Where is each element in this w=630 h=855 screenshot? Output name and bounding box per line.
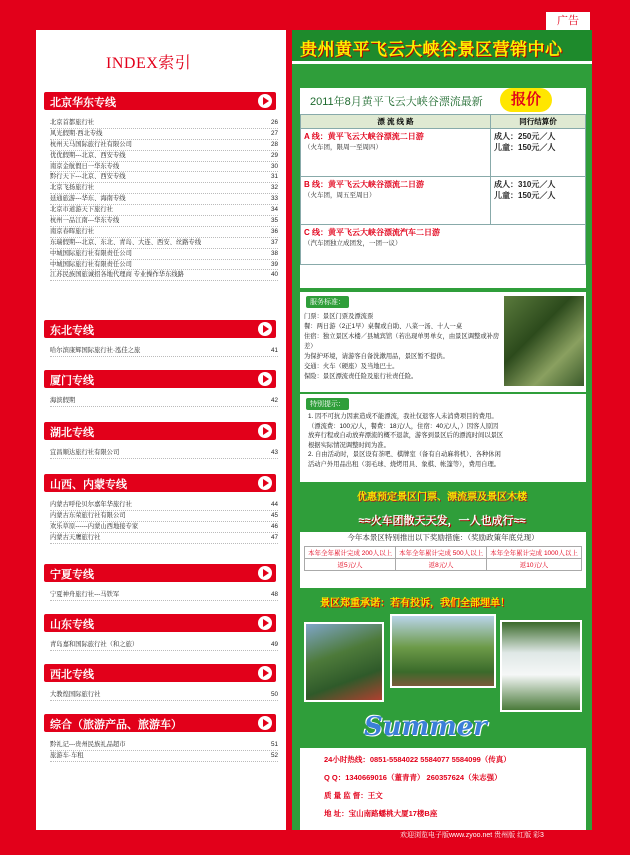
list-item-text: 中城国际旅行社有限责任公司 <box>50 260 132 268</box>
ad-header <box>292 30 592 64</box>
service-lines <box>304 312 500 382</box>
list-item <box>50 249 278 260</box>
waterfall-photo <box>500 620 582 712</box>
list-item-text: 宜昌顺达旅行社有限公司 <box>50 449 120 456</box>
arrow-right-icon <box>258 476 272 490</box>
ad-header-title: 贵州黄平飞云大峡谷景区营销中心 <box>300 40 563 59</box>
list-item-text: 杭州天马国际旅行社有限公司 <box>50 140 132 148</box>
discount-value: 返8元/人 <box>396 559 487 571</box>
list-item-text: 北京市道游天下旅行社 <box>50 206 113 214</box>
page-number: 39 <box>270 260 278 268</box>
page-number: 35 <box>270 217 278 225</box>
page-number: 30 <box>270 162 278 170</box>
list-item <box>50 533 278 544</box>
list-item <box>50 194 278 205</box>
notice-line: 放弃行程或自动放弃漂流的概不退款，游客到景区后的漂流时间以景区 <box>308 432 504 440</box>
page-number: 34 <box>270 206 278 214</box>
list-item <box>50 140 278 151</box>
notice-line: 根据实际情况调整时间为准。 <box>308 441 390 449</box>
list-item <box>50 511 278 522</box>
page-number: 45 <box>270 511 278 519</box>
index-section-title: 宁夏专线 <box>50 569 94 581</box>
list-item <box>50 227 278 238</box>
list-item-text: 南京金航假日一华东专线 <box>50 162 120 170</box>
list-item-text: 黔行天下---北京、西安专线 <box>50 173 126 181</box>
promise-text: 景区郑重承诺：若有投诉，我们全部埋单！ <box>320 598 510 609</box>
contact-address: 地 址：宝山南路蟠桃大厦17楼B座 <box>324 809 438 818</box>
list-item-text: 延通旅游---华东、海南专线 <box>50 195 126 203</box>
ad-tag: 广告 <box>546 12 590 30</box>
list-item-text: 北京首都旅行社 <box>50 119 95 126</box>
page-number: 28 <box>270 140 278 148</box>
index-section-header <box>44 422 276 440</box>
index-section-title: 西北专线 <box>50 669 94 681</box>
list-item <box>50 183 278 194</box>
list-item-text: 青岛嘉和国际旅行社（和之旅） <box>50 641 139 648</box>
index-section-title: 山西、内蒙专线 <box>50 479 127 491</box>
notice-line: 1. 因不可抗力因素造成不能漂流，我社仅退客人未消费项目的费用。 <box>308 413 498 420</box>
index-section-title: 湖北专线 <box>50 427 94 439</box>
table-row <box>305 559 582 571</box>
adult-price: 成人：250元／人 <box>494 132 556 141</box>
page-number: 50 <box>270 691 278 698</box>
index-list <box>50 690 278 701</box>
index-section-header <box>44 370 276 388</box>
list-item-text: 内蒙古呼伦贝尔嘉年华旅行社 <box>50 501 132 508</box>
page-number: 26 <box>270 119 278 126</box>
route-sub: （火车团，周五至周日） <box>304 192 376 199</box>
list-item-text: 大教煌国际旅行社 <box>50 691 101 698</box>
list-item-text: 黔礼记---贵州民族礼品超市 <box>50 741 126 748</box>
page-number: 38 <box>270 249 278 257</box>
page-number: 40 <box>270 271 278 279</box>
list-item <box>50 522 278 533</box>
summer-logo: Summer <box>364 712 487 742</box>
price-title: 2011年8月黄平飞云大峡谷漂流最新 <box>310 96 483 108</box>
route-name: B 线：黄平飞云大峡谷漂流二日游 <box>304 180 424 189</box>
discount-box <box>300 532 586 588</box>
list-item <box>50 162 278 173</box>
list-item <box>50 690 278 701</box>
index-section-header <box>44 92 276 110</box>
page-number: 52 <box>270 751 278 759</box>
list-item <box>50 448 278 459</box>
page-number: 43 <box>270 449 278 456</box>
arrow-right-icon <box>258 666 272 680</box>
page-number: 36 <box>270 227 278 235</box>
index-list <box>50 640 278 651</box>
notice-box <box>300 394 586 482</box>
route-sub: （火车团，限周一至周四） <box>304 144 382 151</box>
adult-price: 成人：310元／人 <box>494 180 556 189</box>
notice-line: 2. 自由活动时，景区设有茶吧、棋牌室（备有自动麻将机）、各种休闲 <box>308 451 501 459</box>
list-item-text: 宁夏神舟旅行社---马铁军 <box>50 591 120 598</box>
discount-tier: 本年全年累计完成 500人以上 <box>396 547 487 559</box>
index-section-header <box>44 714 276 732</box>
list-item <box>50 216 278 227</box>
list-item-text: 江苏民族国旅诚招各地代理商 专业操作华东线路 <box>50 271 184 279</box>
notice-line: （漂流费：100元/人，餐费：18元/人，住宿：40元/人，）因客人原因 <box>308 422 499 430</box>
col-route: 漂 流 线 路 <box>301 115 491 129</box>
list-item-text: 杭州一品江南---华东专线 <box>50 217 120 225</box>
list-item <box>50 500 278 511</box>
index-section-header <box>44 614 276 632</box>
page-number: 44 <box>270 501 278 508</box>
service-line: 住宿：独立景区木楼／县城宾馆（若出现单男单女，由景区调整或补房差） <box>304 333 500 350</box>
page-number: 31 <box>270 173 278 181</box>
page-number: 32 <box>270 184 278 192</box>
notice-line: 活动户外用品出租（羽毛球、烧烤用具、象棋、帐篷等），费用自理。 <box>308 460 501 468</box>
table-row <box>301 177 586 225</box>
discount-table <box>304 546 582 571</box>
list-item <box>50 151 278 162</box>
contact-supervisor: 质 量 监 督：王文 <box>324 791 383 800</box>
service-line: 保险：景区漂流责任险及旅行社责任险。 <box>304 373 418 380</box>
list-item <box>50 346 278 357</box>
index-section-header <box>44 320 276 338</box>
page-footer: 欢迎浏览电子版www.zyoo.net 贵州版 红版 彩3 <box>400 832 544 839</box>
col-price: 同行结算价 <box>491 115 586 129</box>
table-row <box>301 225 586 265</box>
index-title: INDEX索引 <box>106 55 192 72</box>
index-list <box>50 448 278 459</box>
discount-value: 返10元/人 <box>487 559 582 571</box>
page-number: 51 <box>270 741 278 748</box>
index-section-header <box>44 664 276 682</box>
index-section-title: 山东专线 <box>50 619 94 631</box>
list-item-text: 风光假期·西北专线 <box>50 129 103 137</box>
page-number: 33 <box>270 195 278 203</box>
arrow-right-icon <box>258 616 272 630</box>
list-item <box>50 238 278 249</box>
contact-qq: Q Q：1340669016（董青青） 260357624（朱志强） <box>324 773 502 782</box>
child-price: 儿童：150元／人 <box>494 143 556 152</box>
list-item <box>50 270 278 281</box>
list-item-text: 哈尔滨康辉国际旅行社·泓佳之旅 <box>50 347 141 354</box>
notice-lines <box>308 412 582 470</box>
list-item-text: 南京春晖旅行社 <box>50 227 95 235</box>
list-item <box>50 751 278 762</box>
discount-tier: 本年全年累计完成 200人以上 <box>305 547 396 559</box>
list-item <box>50 172 278 183</box>
list-item-text: 优优假期---北京、西安专线 <box>50 151 126 159</box>
list-item-text: 内蒙古东荣旅行社有限公司 <box>50 511 126 519</box>
contact-hotline: 24小时热线：0851-5584022 5584077 5584099（传真） <box>324 755 511 764</box>
index-section-header <box>44 564 276 582</box>
index-section-title: 厦门专线 <box>50 375 94 387</box>
page-number: 47 <box>270 533 278 541</box>
notice-tag: 特别提示： <box>306 398 349 410</box>
promo-line-2: ≈≈火车团散天天发，一人也成行≈≈ <box>358 515 526 527</box>
ad-panel <box>292 30 592 830</box>
price-box <box>300 88 586 288</box>
promo-line-1: 优惠预定景区门票、漂流票及景区木楼 <box>357 492 527 503</box>
price-badge: 报价 <box>500 88 552 112</box>
list-item <box>50 205 278 216</box>
list-item <box>50 590 278 601</box>
table-row <box>305 547 582 559</box>
service-line: 交通：火车（硬座）及当地巴士。 <box>304 363 399 370</box>
page-number: 27 <box>270 129 278 137</box>
list-item <box>50 129 278 140</box>
index-panel <box>36 30 286 830</box>
arrow-right-icon <box>258 322 272 336</box>
page-number: 46 <box>270 522 278 530</box>
list-item <box>50 740 278 751</box>
route-sub: （汽车团独立成团发，一团一议） <box>304 240 402 247</box>
list-item <box>50 260 278 271</box>
discount-tier: 本年全年累计完成 1000人以上 <box>487 547 582 559</box>
index-section-title: 北京华东专线 <box>50 97 116 109</box>
arrow-right-icon <box>258 424 272 438</box>
arrow-right-icon <box>258 94 272 108</box>
index-list <box>50 500 278 544</box>
rafting-photo <box>504 296 584 386</box>
page-number: 29 <box>270 151 278 159</box>
list-item <box>50 118 278 129</box>
page-number: 49 <box>270 641 278 648</box>
service-box <box>300 292 586 392</box>
index-list <box>50 118 278 281</box>
child-price: 儿童：150元／人 <box>494 191 556 200</box>
page-number: 41 <box>270 347 278 354</box>
list-item-text: 海滨假期 <box>50 397 76 404</box>
index-list <box>50 740 278 762</box>
list-item-text: 旅游车·车租 <box>50 751 84 759</box>
index-section-title: 东北专线 <box>50 325 94 337</box>
arrow-right-icon <box>258 372 272 386</box>
index-list <box>50 396 278 407</box>
service-line: 为保护环境，请游客自备洗漱用品，景区暂不提供。 <box>304 353 449 360</box>
route-name: A 线：黄平飞云大峡谷漂流二日游 <box>304 132 424 141</box>
list-item <box>50 396 278 407</box>
arrow-right-icon <box>258 566 272 580</box>
page-number: 42 <box>270 397 278 404</box>
index-section-title: 综合（旅游产品、旅游车） <box>50 719 182 731</box>
discount-title: 今年本景区特别推出以下奖励措施：（奖励政策年底兑现） <box>347 533 539 542</box>
service-tag: 服务标准： <box>306 296 349 308</box>
list-item-text: 欢乐草原------内蒙山西地接专家 <box>50 522 139 530</box>
list-item <box>50 640 278 651</box>
index-list <box>50 346 278 357</box>
contact-box <box>300 748 586 830</box>
discount-value: 返5元/人 <box>305 559 396 571</box>
index-section-header <box>44 474 276 492</box>
scenic-photo-1 <box>304 622 384 702</box>
table-row <box>301 129 586 177</box>
list-item-text: 北京飞扬旅行社 <box>50 184 95 192</box>
index-list <box>50 590 278 601</box>
list-item-text: 内蒙古天鹰旅行社 <box>50 533 101 541</box>
service-line: 门票：景区门票及漂流票 <box>304 313 374 320</box>
page-number: 48 <box>270 591 278 598</box>
page-number: 37 <box>270 238 278 246</box>
arrow-right-icon <box>258 716 272 730</box>
list-item-text: 中城国际旅行社有限责任公司 <box>50 249 132 257</box>
service-line: 餐：两日游（2正1早）桌餐或自助、八菜一汤、十人一桌 <box>304 323 463 330</box>
scenic-photo-2 <box>390 614 496 688</box>
price-table <box>300 114 586 265</box>
route-name: C 线：黄平飞云大峡谷漂流汽车二日游 <box>304 228 440 237</box>
list-item-text: 东瑞假期---北京、东北、青岛、大连、西安、丝路专线 <box>50 238 202 246</box>
